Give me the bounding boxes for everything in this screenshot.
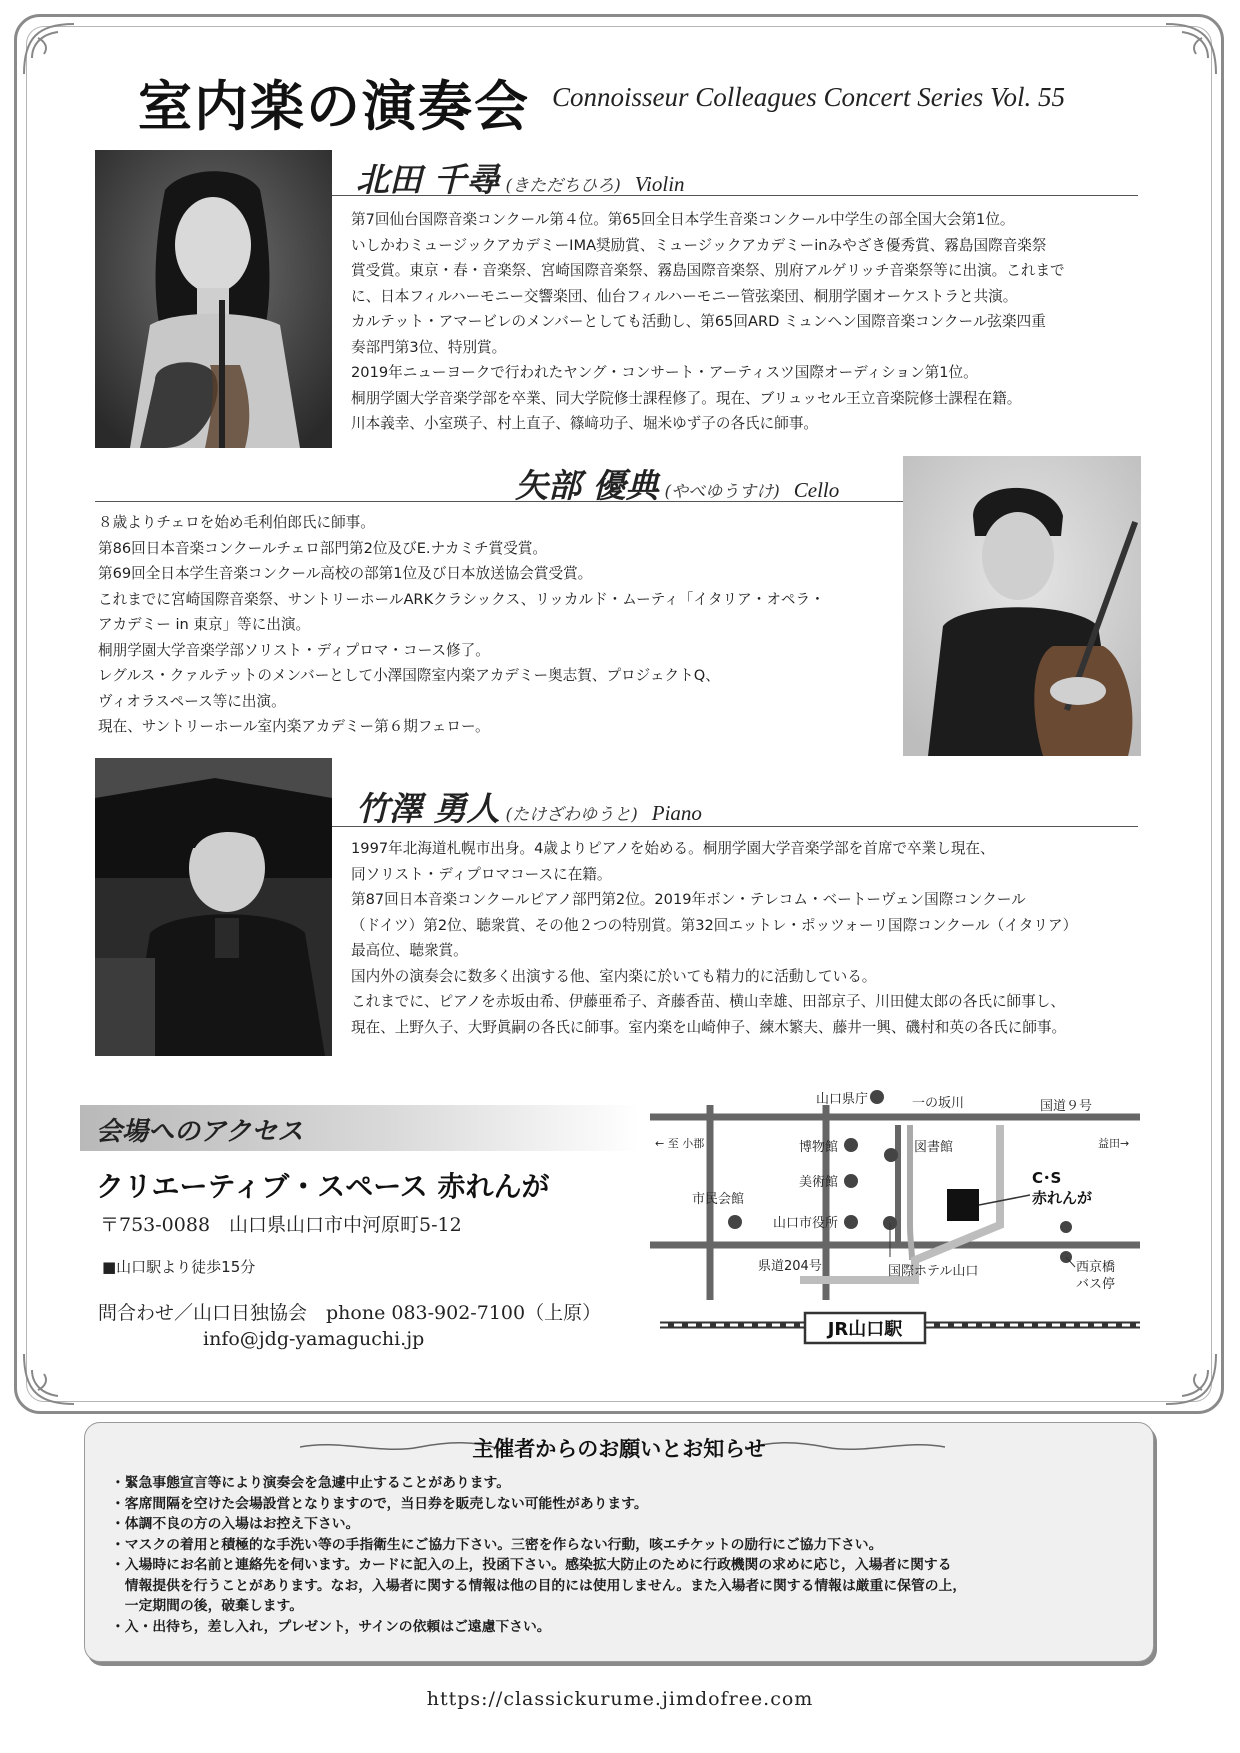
label-prefecture-office: 山口県庁	[815, 1092, 868, 1107]
notice-item: ・入場時にお名前と連絡先を伺います。カードに記入の上，投函下さい。感染拡大防止のために行政機関の求めに応じ，入場者に関する	[111, 1557, 952, 1573]
bio-line: これまでに、ピアノを赤坂由希、伊藤亜希子、斉藤香苗、横山幸雄、田部京子、川田健太郎の各氏に師事し、	[351, 993, 1065, 1010]
notice-item: ・入・出待ち，差し入れ，プレゼント，サインの依頼はご遠慮下さい。	[111, 1618, 551, 1635]
access-heading: 会場へのアクセス	[96, 1117, 304, 1147]
access-heading-band	[80, 1105, 640, 1151]
marker-civic-hall	[728, 1215, 742, 1229]
marker-museum	[844, 1138, 858, 1152]
page-title: 室内楽の演奏会	[138, 74, 530, 138]
label-civic-hall: 市民会館	[692, 1192, 745, 1207]
bio-line: 最高位、聴衆賞。	[351, 942, 468, 959]
label-to-ogori: ← 至 小郡	[655, 1137, 705, 1150]
bio-line: 第69回全日本学生音楽コンクール高校の部第1位及び日本放送協会賞受賞。	[98, 565, 593, 582]
label-hotel: 国際ホテル山口	[888, 1264, 979, 1279]
notice-item: ・緊急事態宣言等により演奏会を急遽中止することがあります。	[111, 1475, 511, 1491]
series-title: Connoisseur Colleagues Concert Series Vol. 55	[552, 82, 1065, 112]
bio-line: 奏部門第3位、特別賞。	[351, 338, 507, 356]
notice-list	[111, 1473, 966, 1637]
cellist-bio	[98, 510, 825, 740]
bio-line: アカデミー in 東京」等に出演。	[98, 616, 311, 633]
label-to-masuda: 益田→	[1098, 1137, 1130, 1150]
venue-address: 〒753-0088 山口県山口市中河原町5-12	[100, 1214, 462, 1236]
divider	[95, 501, 903, 502]
performer-instrument: Violin	[634, 172, 685, 196]
label-nishikyobashi-2: バス停	[1076, 1277, 1116, 1292]
label-ichinosaka: 一の坂川	[912, 1096, 965, 1111]
bio-line: 第87回日本音楽コンクールピアノ部門第2位。2019年ボン・テレコム・ベートーヴェン国際コンクール	[351, 891, 1026, 908]
violinist-photo	[95, 150, 332, 448]
bio-line: 同ソリスト・ディプロマコースに在籍。	[351, 865, 612, 883]
bio-line: 1997年北海道札幌市出身。4歳よりピアノを始める。桐朋学園大学音楽学部を首席で卒業し現在、	[351, 840, 995, 857]
performer-instrument: Piano	[651, 801, 702, 825]
label-art-museum: 美術館	[798, 1175, 838, 1190]
divider	[332, 195, 1138, 196]
label-route9: 国道９号	[1040, 1099, 1093, 1114]
bio-line: 現在、上野久子、大野眞嗣の各氏に師事。室内楽を山崎伸子、練木繁夫、藤井一興、磯村和英の各氏に師事。	[351, 1018, 1067, 1036]
label-library: 図書館	[914, 1140, 954, 1155]
notice-item: 情報提供を行うことがあります。なお，入場者に関する情報は他の目的には使用しません。また入場者に関する情報は厳重に保管の上，	[111, 1577, 967, 1594]
label-route204: 県道204号	[758, 1259, 822, 1274]
footer-url[interactable]: https://classickurume.jimdofree.com	[426, 1688, 814, 1710]
performer-kana: (たけざわゆうと)	[505, 805, 638, 825]
marker-city-office	[844, 1215, 858, 1229]
bio-line: いしかわミュージックアカデミーIMA奨励賞、ミュージックアカデミーinみやざき優秀賞、霧島国際音楽祭	[351, 236, 1047, 254]
bio-line: 川本義幸、小室瑛子、村上直子、篠﨑功子、堀米ゆず子の各氏に師事。	[351, 415, 819, 432]
bio-line: 第7回仙台国際音楽コンクール第４位。第65回全日本学生音楽コンクール中学生の部全国大会第1位。	[351, 211, 1015, 228]
river-ichinosaka	[910, 1125, 912, 1260]
pianist-photo	[95, 758, 332, 1056]
station-label: JR山口駅	[827, 1319, 903, 1340]
venue-leader	[979, 1195, 1030, 1205]
performer-kana: (きただちひろ)	[505, 176, 621, 196]
marker-prefecture-office	[870, 1090, 884, 1104]
bio-line: 2019年ニューヨークで行われたヤング・コンサート・アーティスツ国際オーディション第1位。	[351, 364, 978, 381]
notice-item: 一定期間の後，破棄します。	[111, 1598, 304, 1614]
marker-venue	[947, 1189, 979, 1221]
performer-name-piano	[356, 783, 702, 830]
bio-line: レグルス・クァルテットのメンバーとして小澤国際室内楽アカデミー奥志賀、プロジェクトQ、	[98, 667, 720, 684]
bio-line: 桐朋学園大学音楽学部ソリスト・ディプロマ・コース修了。	[98, 641, 490, 659]
performer-name-cello	[515, 460, 839, 507]
performer-kana: (やべゆうすけ)	[664, 482, 780, 502]
bio-line: 国内外の演奏会に数多く出演する他、室内楽に於いても精力的に活動している。	[351, 967, 877, 985]
contact-info: 問合わせ／山口日独協会 phone 083-902-7100（上原）	[98, 1302, 602, 1324]
label-city-office: 山口市役所	[772, 1216, 838, 1231]
bio-line: 第86回日本音楽コンクールチェロ部門第2位及びE.ナカミチ賞受賞。	[98, 539, 548, 557]
notice-item: ・マスクの着用と積極的な手洗い等の手指衛生にご協力下さい。三密を作らない行動，咳エチケットの励行にご協力下さい。	[111, 1536, 883, 1553]
marker-library	[884, 1148, 898, 1162]
venue-map	[650, 1085, 1150, 1375]
walk-info: ■山口駅より徒歩15分	[102, 1258, 256, 1276]
bio-line: に、日本フィルハーモニー交響楽団、仙台フィルハーモニー管弦楽団、桐朋学園オーケストラと共演。	[351, 287, 1018, 305]
performer-name-violin	[356, 154, 685, 201]
bio-line: ８歳よりチェロを始め毛利伯郎氏に師事。	[98, 514, 375, 531]
performer-name: 北田 千尋	[356, 160, 500, 199]
bio-line: 現在、サントリーホール室内楽アカデミー第６期フェロー。	[98, 718, 490, 735]
pianist-bio	[351, 836, 1077, 1040]
contact-email[interactable]: info@jdg-yamaguchi.jp	[203, 1328, 425, 1350]
notice-item: ・体調不良の方の入場はお控え下さい。	[111, 1516, 360, 1532]
bio-line: 桐朋学園大学音楽学部を卒業、同大学院修士課程修了。現在、ブリュッセル王立音楽院修士課程在籍。	[351, 389, 1022, 407]
marker-art-museum	[844, 1174, 858, 1188]
divider	[332, 826, 1138, 827]
corner-ornament-icon	[18, 1350, 78, 1410]
notice-box	[84, 1422, 1154, 1662]
bio-line: ヴィオラスペース等に出演。	[98, 692, 286, 710]
corner-ornament-icon	[1162, 1350, 1222, 1410]
bio-line: 賞受賞。東京・春・音楽祭、宮崎国際音楽祭、霧島国際音楽祭、別府アルゲリッチ音楽祭等に出演。これまで	[351, 262, 1065, 279]
notice-title: 主催者からのお願いとお知らせ	[472, 1437, 766, 1461]
marker-bus-1	[1060, 1221, 1072, 1233]
performer-name: 矢部 優典	[515, 466, 659, 505]
label-museum: 博物館	[798, 1140, 838, 1155]
performer-name: 竹澤 勇人	[356, 789, 500, 828]
venue-name: クリエーティブ・スペース 赤れんが	[96, 1170, 550, 1203]
bio-line: これまでに宮崎国際音楽祭、サントリーホールARKクラシックス、リッカルド・ムーティ「イタリア・オペラ・	[98, 590, 825, 608]
bio-line: カルテット・アマービレのメンバーとしても活動し、第65回ARD ミュンヘン国際音楽コンクール弦楽四重	[351, 313, 1046, 330]
notice-item: ・客席間隔を空けた会場設営となりますので，当日券を販売しない可能性があります。	[111, 1495, 648, 1512]
bio-line: （ドイツ）第2位、聴衆賞、その他２つの特別賞。第32回エットレ・ポッツォーリ国際コンクール（イタリア）	[351, 916, 1078, 934]
corner-ornament-icon	[1162, 18, 1222, 78]
label-cs-2: 赤れんが	[1032, 1189, 1093, 1207]
corner-ornament-icon	[18, 18, 78, 78]
label-nishikyobashi-1: 西京橋	[1076, 1260, 1116, 1275]
performer-instrument: Cello	[793, 478, 840, 502]
cellist-photo	[903, 456, 1141, 756]
label-cs-1: C･S	[1032, 1169, 1062, 1187]
violinist-bio	[351, 207, 1065, 437]
